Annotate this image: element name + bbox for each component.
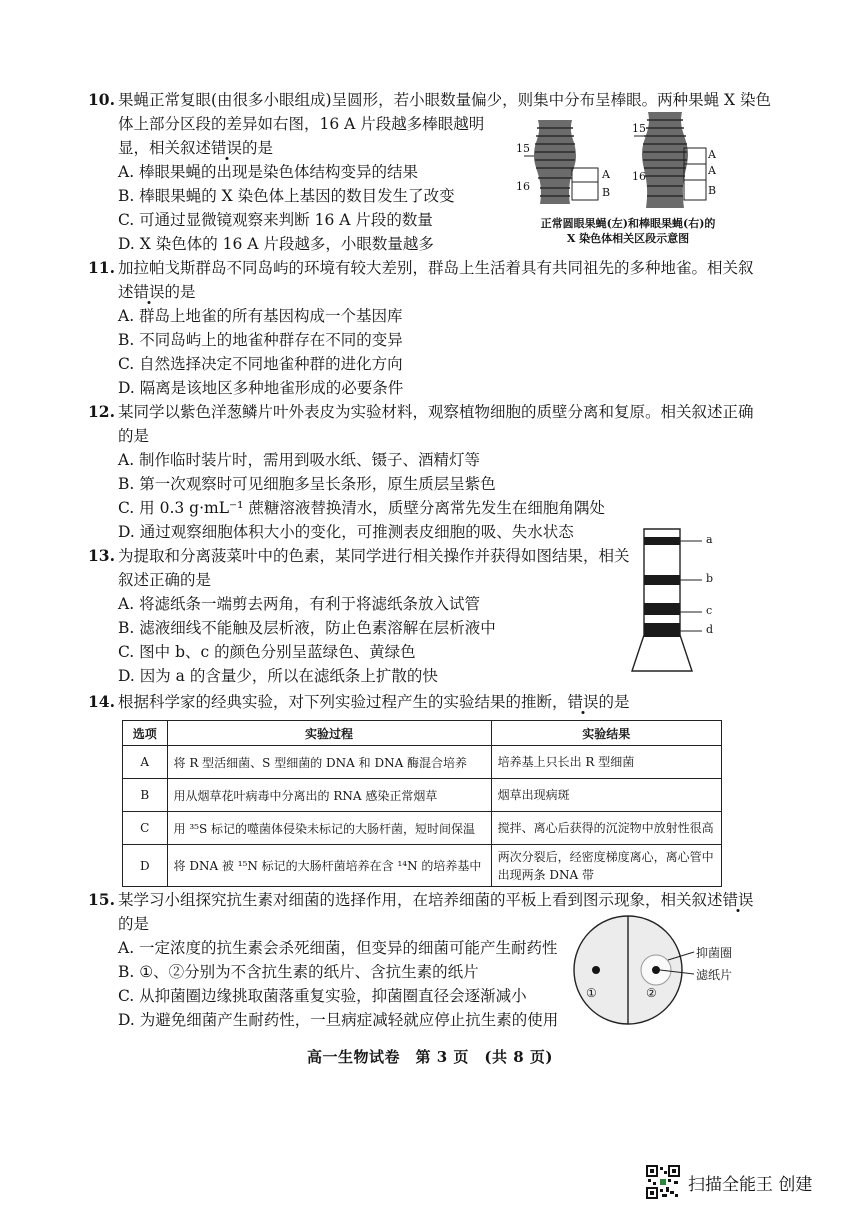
band-label: A [602,168,610,181]
inhibition-zone-label: 抑菌圈 [696,946,733,960]
table-cell: 用 ³⁵S 标记的噬菌体侵染未标记的大肠杆菌，短时间保温 [167,812,491,845]
table-cell: B [123,779,168,812]
table-cell: 烟草出现病斑 [491,779,721,812]
band-label: A [708,164,716,177]
question-stem-line: 某同学以紫色洋葱鳞片叶外表皮为实验材料，观察植物细胞的质壁分离和复原。相关叙述正确 [118,403,754,421]
band-label: 16 [632,170,646,183]
option-a: A. 制作临时装片时，需用到吸水纸、镊子、酒精灯等 [118,451,481,469]
band-label: B [708,184,717,197]
question-14 [90,690,730,714]
band-label: 15 [516,142,530,155]
question-stem-line: 的是 [118,915,150,933]
question-stem-line: 某学习小组探究抗生素对细菌的选择作用，在培养细菌的平板上看到图示现象，相关叙述 [118,891,723,909]
question-stem-line: 果蝇正常复眼(由很多小眼组成)呈圆形，若小眼数量偏少，则集中分布呈棒眼。两种果蝇 X 染色 [118,91,771,109]
option-c: C. 用 0.3 g·mL⁻¹ 蔗糖溶液替换清水，质壁分离常先发生在细胞角隅处 [118,499,605,517]
table-cell: A [123,746,168,779]
scanner-watermark [646,1164,812,1200]
question-11 [88,256,754,400]
table-cell: 将 DNA 被 ¹⁵N 标记的大肠杆菌培养在含 ¹⁴N 的培养基中 [167,845,491,887]
table-cell: C [123,812,168,845]
page-footer: 高一生物试卷 第 3 页 (共 8 页) [307,1048,553,1066]
chromosome-diagram [510,108,740,213]
question-stem-line: 显，相关叙述 [118,139,212,157]
option-a: A. 群岛上地雀的所有基因构成一个基因库 [118,307,403,325]
option-c: C. 自然选择决定不同地雀种群的进化方向 [118,355,403,373]
table-header: 选项 [123,721,168,746]
option-a: A. 棒眼果蝇的出现是染色体结构变异的结果 [118,163,419,181]
question-stem-tail: 的是 [598,693,630,711]
band-label: A [708,148,716,161]
table-cell: 培养基上只长出 R 型细菌 [491,746,721,779]
scanner-watermark-text: 扫描全能王 创建 [688,1174,813,1195]
question-number: 14. [88,692,115,711]
pigment-band-label: b [706,572,714,585]
question-stem-line: 加拉帕戈斯群岛不同岛屿的环境有较大差别，群岛上生活着具有共同祖先的多种地雀。相关叙 [118,259,754,277]
table-header: 实验结果 [491,721,721,746]
qr-code-icon [646,1165,680,1199]
emphasis-mark: 错误 [133,283,165,301]
option-c: C. 可通过显微镜观察来判断 16 A 片段的数量 [118,211,433,229]
table-row [123,779,722,812]
table-cell: 搅拌、离心后获得的沉淀物中放射性很高 [491,812,721,845]
option-b: B. 第一次观察时可见细胞多呈长条形，原生质层呈紫色 [118,475,496,493]
option-d: D. 为避免细菌产生耐药性，一旦病症减轻就应停止抗生素的使用 [118,1011,559,1029]
figure-caption: 正常圆眼果蝇(左)和棒眼果蝇(右)的 [540,217,716,230]
chromosome-figure [510,108,740,248]
table-header: 实验过程 [167,721,491,746]
question-stem-line: 述 [118,283,134,301]
emphasis-mark: 错误 [722,891,754,909]
filter-paper-label: 滤纸片 [696,968,733,982]
table-cell: 将 R 型活细菌、S 型细菌的 DNA 和 DNA 酶混合培养 [167,746,491,779]
table-header-row [123,721,722,746]
band-label: 16 [516,180,530,193]
petri-dish [568,912,698,1030]
petri-dish-figure [568,912,738,1030]
option-b: B. 棒眼果蝇的 X 染色体上基因的数目发生了改变 [118,187,455,205]
option-a: A. 将滤纸条一端剪去两角，有利于将滤纸条放入试管 [118,595,481,613]
chromatography-strip-figure [630,527,720,677]
question-number: 11. [88,258,115,277]
question-number: 10. [88,90,115,109]
option-d: D. X 染色体的 16 A 片段越多，小眼数量越多 [118,235,434,253]
emphasis-mark: 错误 [567,693,599,711]
table-cell: 用从烟草花叶病毒中分离出的 RNA 感染正常烟草 [167,779,491,812]
table-cell: D [123,845,168,887]
question-stem-line: 根据科学家的经典实验，对下列实验过程产生的实验结果的推断， [118,693,568,711]
table-row [123,746,722,779]
paper-mark: ② [646,986,657,1000]
option-c: C. 从抑菌圈边缘挑取菌落重复实验，抑菌圈直径会逐渐减小 [118,987,527,1005]
paper-mark: ① [586,986,597,1000]
question-stem-line: 的是 [118,427,150,445]
pigment-band-label: c [706,604,713,617]
band-label: B [602,186,611,199]
filter-paper-strip [630,527,706,677]
emphasis-mark: 错误 [211,139,243,157]
question-stem-tail: 的是 [242,139,274,157]
question-number: 15. [88,890,115,909]
band-label: 15 [632,122,646,135]
pigment-band-label: d [706,623,714,636]
question-number: 13. [88,546,115,565]
pigment-band-label: a [706,533,713,546]
table-row [123,845,722,887]
option-d: D. 因为 a 的含量少，所以在滤纸条上扩散的快 [118,667,438,685]
question-stem-line: 为提取和分离菠菜叶中的色素，某同学进行相关操作并获得如图结果，相关 [118,547,630,565]
option-a: A. 一定浓度的抗生素会杀死细菌，但变异的细菌可能产生耐药性 [118,939,558,957]
option-b: B. ①、②分别为不含抗生素的纸片、含抗生素的纸片 [118,963,479,981]
option-c: C. 图中 b、c 的颜色分别呈蓝绿色、黄绿色 [118,643,416,661]
question-12 [88,400,754,544]
table-cell: 两次分裂后，经密度梯度离心，离心管中出现两条 DNA 带 [491,845,721,887]
option-b: B. 滤液细线不能触及层析液，防止色素溶解在层析液中 [118,619,496,637]
option-b: B. 不同岛屿上的地雀种群存在不同的变异 [118,331,403,349]
question-number: 12. [88,402,115,421]
experiment-table [122,720,722,887]
option-d: D. 隔离是该地区多种地雀形成的必要条件 [118,379,404,397]
table-row [123,812,722,845]
option-d: D. 通过观察细胞体积大小的变化，可推测表皮细胞的吸、失水状态 [118,523,574,541]
figure-caption: X 染色体相关区段示意图 [566,232,690,245]
question-stem-line: 体上部分区段的差异如右图，16 A 片段越多棒眼越明 [118,115,485,133]
question-stem-tail: 的是 [164,283,196,301]
question-stem-line: 叙述正确的是 [118,571,212,589]
